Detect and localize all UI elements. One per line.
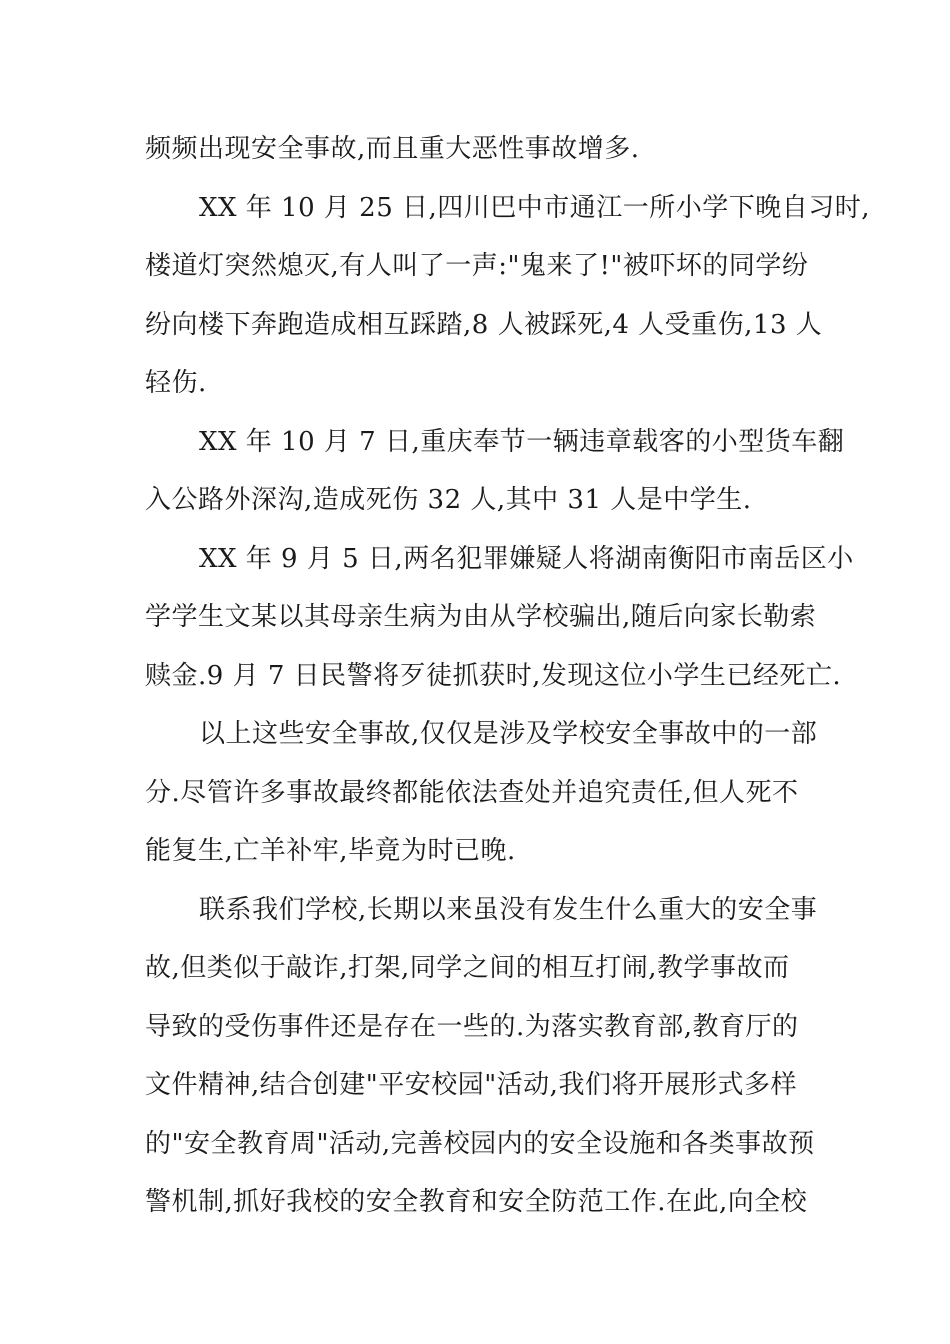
text-line: 入公路外深沟,造成死伤 32 人,其中 31 人是中学生.: [145, 485, 752, 515]
paragraph: [145, 530, 854, 706]
text-line: 能复生,亡羊补牢,毕竟为时已晚.: [145, 836, 516, 866]
text-line: 学学生文某以其母亲生病为由从学校骗出,随后向家长勒索: [145, 602, 817, 632]
text-line: 的"安全教育周"活动,完善校园内的安全设施和各类事故预: [145, 1128, 815, 1159]
text-line: 故,但类似于敲诈,打架,同学之间的相互打闹,教学事故而: [145, 953, 790, 983]
text-line: 频频出现安全事故,而且重大恶性事故增多.: [145, 134, 640, 164]
text-line: 以上这些安全事故,仅仅是涉及学校安全事故中的一部: [199, 719, 818, 749]
text-line: 文件精神,结合创建"平安校园"活动,我们将开展形式多样: [145, 1070, 797, 1100]
text-line: 联系我们学校,长期以来虽没有发生什么重大的安全事: [199, 894, 818, 925]
text-line: 纷向楼下奔跑造成相互踩踏,8 人被踩死,4 人受重伤,13 人: [145, 309, 823, 340]
text-line: 导致的受伤事件还是存在一些的.为落实教育部,教育厅的: [145, 1011, 799, 1042]
text-line: 警机制,抓好我校的安全教育和安全防范工作.在此,向全校: [145, 1187, 808, 1217]
paragraph: [145, 179, 871, 413]
text-line: XX 年 10 月 7 日,重庆奉节一辆违章载客的小型货车翻: [199, 426, 845, 457]
document-body: [145, 120, 871, 1232]
text-line: XX 年 9 月 5 日,两名犯罪嫌疑人将湖南衡阳市南岳区小: [199, 543, 854, 574]
text-line: 分.尽管许多事故最终都能依法查处并追究责任,但人死不: [145, 777, 799, 808]
text-line: 赎金.9 月 7 日民警将歹徒抓获时,发现这位小学生已经死亡.: [145, 660, 842, 691]
paragraph: [145, 413, 845, 530]
paragraph: [145, 881, 818, 1232]
text-line: 楼道灯突然熄灭,有人叫了一声:"鬼来了!"被吓坏的同学纷: [145, 251, 809, 281]
paragraph: [145, 705, 818, 881]
paragraph: [145, 120, 815, 179]
text-line: 轻伤.: [145, 368, 207, 398]
text-line: XX 年 10 月 25 日,四川巴中市通江一所小学下晚自习时,: [199, 192, 871, 223]
